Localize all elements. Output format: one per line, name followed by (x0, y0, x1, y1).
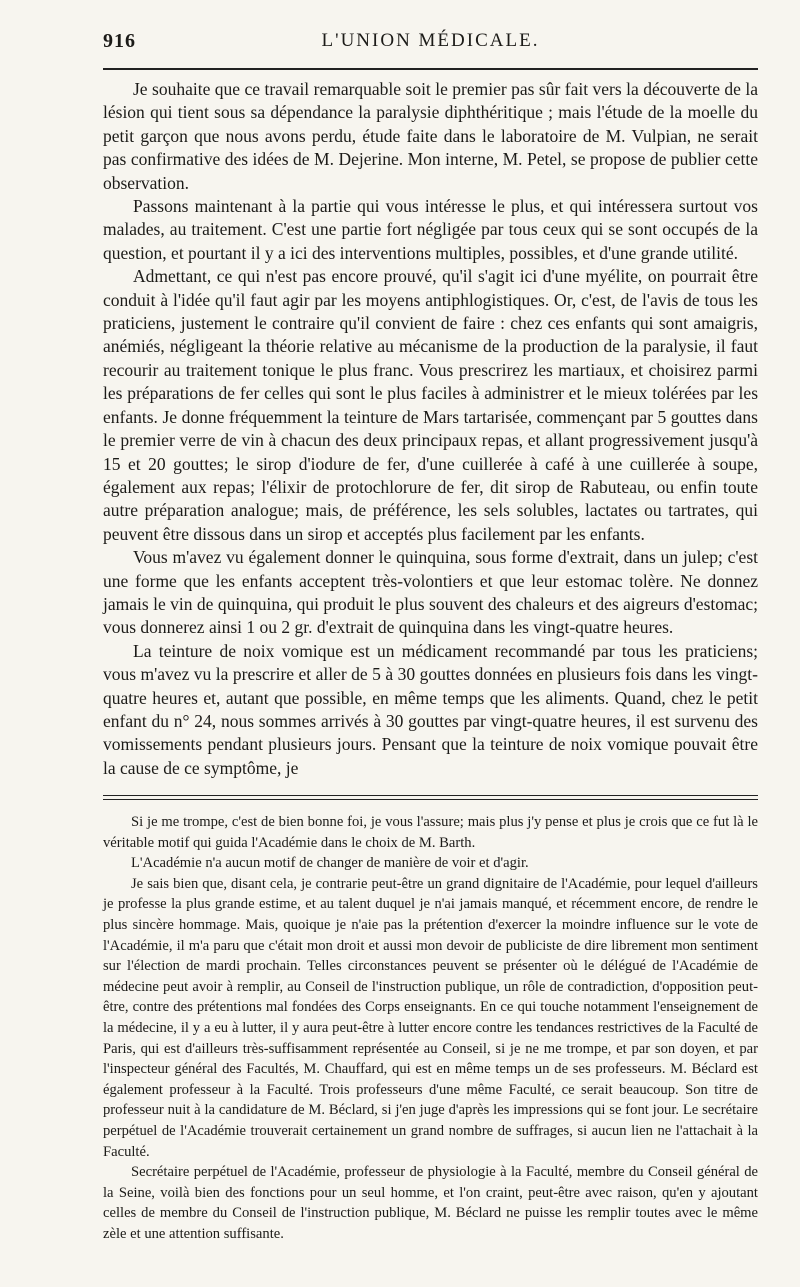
page-number: 916 (103, 30, 136, 52)
header-rule (103, 68, 758, 70)
body-paragraph: Vous m'avez vu également donner le quinquina, sous forme d'extrait, dans un julep; c'est une forme que les enfants acceptent très-volontiers et que leur estomac tolère. Ne donnez jamais le vin de quinquina, qui produit le plus souvent des chaleurs et des aigreurs d'estomac; vous donnerez ainsi 1 ou 2 gr. d'extrait de quinquina dans les vingt-quatre heures. (103, 547, 758, 638)
footnotes (103, 812, 758, 1244)
body-paragraph: Admettant, ce qui n'est pas encore prouvé, qu'il s'agit ici d'une myélite, on pourrait être conduit à l'idée qu'il faut agir par les moyens antiphlogistiques. Or, c'est, de l'avis de tous les praticiens, justement le contraire qu'il convient de faire : chez ces enfants qui sont amaigris, anémiés, négligeant la théorie relative au mécanisme de la production de la paralysie, il faut recourir au traitement tonique le plus franc. Vous prescrirez les martiaux, et choisirez parmi les préparations de fer celles qui sont le plus faciles à administrer et le mieux tolérées par les enfants. Je donne fréquemment la teinture de Mars tartarisée, commençant par 5 gouttes dans le premier verre de vin à chacun des deux principaux repas, et allant progressivement jusqu'à 15 et 20 gouttes; le sirop d'iodure de fer, d'une cuillerée à café à une cuillerée à soupe, également aux repas; l'élixir de protochlorure de fer, dit sirop de Rabuteau, ou enfin toute autre préparation analogue; mais, de préférence, les sels solubles, lactates ou tartrates, qui peuvent être dissous dans un sirop et acceptés plus facilement par les enfants. (103, 266, 758, 544)
main-text (103, 78, 758, 780)
footnote-paragraph: Je sais bien que, disant cela, je contrarie peut-être un grand dignitaire de l'Académie, pour lequel d'ailleurs je professe la plus grande estime, et au talent duquel je n'ai jamais manqué, et récemment encore, de rendre le plus sincère hommage. Mais, quoique je n'aie pas la prétention d'exercer la moindre influence sur le vote de l'Académie, il m'a paru que c'était mon droit et aussi mon devoir de publiciste de dire librement mon sentiment sur l'élection de mardi prochain. Telles circonstances peuvent se présenter où le délégué de l'Académie de médecine peut avoir à remplir, au Conseil de l'instruction publique, un rôle de contradiction, d'opposition peut-être, contre des prétentions mal fondées des Corps enseignants. En ce qui touche notamment l'enseignement de la médecine, il y a eu à lutter, il y aura peut-être à lutter encore contre les tendances restrictives de la Faculté de Paris, qui est d'ailleurs très-suffisamment représentée au Conseil, si je ne me trompe, et par son doyen, et par l'inspecteur général des Facultés, M. Chauffard, qui est en même temps un de ses professeurs. M. Béclard est également professeur à la Faculté. Trois professeurs d'une même Faculté, ce serait beaucoup. Son titre de professeur nuit à la candidature de M. Béclard, si j'en juge d'après les impressions qui se font jour. Le secrétaire perpétuel de l'Académie trouverait certainement un grand nombre de suffrages, si aucun lien ne l'attachait à la Faculté. (103, 875, 758, 1160)
running-title: L'UNION MÉDICALE. (321, 30, 540, 51)
page-header (103, 30, 758, 58)
body-paragraph: Passons maintenant à la partie qui vous intéresse le plus, et qui intéressera surtout vos malades, au traitement. C'est une partie fort négligée par tous ceux qui se sont occupés de la question, et pourtant il y a ici des interventions multiples, possibles, et d'une grande utilité. (103, 196, 758, 263)
footnote-paragraph: Secrétaire perpétuel de l'Académie, professeur de physiologie à la Faculté, membre du Conseil général de la Seine, voilà bien des fonctions pour un seul homme, et l'on craint, peut-être avec raison, qu'en y ajoutant celles de membre du Conseil de l'instruction publique, M. Béclard ne puisse les remplir toutes avec le même zèle et une attention suffisante. (103, 1164, 758, 1242)
footnote-divider (103, 795, 758, 800)
footnote-paragraph: L'Académie n'a aucun motif de changer de manière de voir et d'agir. (131, 855, 529, 872)
body-paragraph: Je souhaite que ce travail remarquable soit le premier pas sûr fait vers la découverte de la lésion qui tient sous sa dépendance la paralysie diphthéritique ; mais l'étude de la moelle du petit garçon que nous avons perdu, étude faite dans le laboratoire de M. Vulpian, ne serait pas confirmative des idées de M. Dejerine. Mon interne, M. Petel, se propose de publier cette observation. (103, 79, 758, 193)
footnote-paragraph: Si je me trompe, c'est de bien bonne foi, je vous l'assure; mais plus j'y pense et plus je crois que ce fut là le véritable motif qui guida l'Académie dans le choix de M. Barth. (103, 814, 758, 851)
body-paragraph: La teinture de noix vomique est un médicament recommandé par tous les praticiens; vous m'avez vu la prescrire et aller de 5 à 30 gouttes données en plusieurs fois dans les vingt-quatre heures et, autant que possible, en même temps que les aliments. Quand, chez le petit enfant du n° 24, nous sommes arrivés à 30 gouttes par vingt-quatre heures, il est survenu des vomissements pendant plusieurs jours. Pensant que la teinture de noix vomique pouvait être la cause de ce symptôme, je (103, 640, 758, 778)
